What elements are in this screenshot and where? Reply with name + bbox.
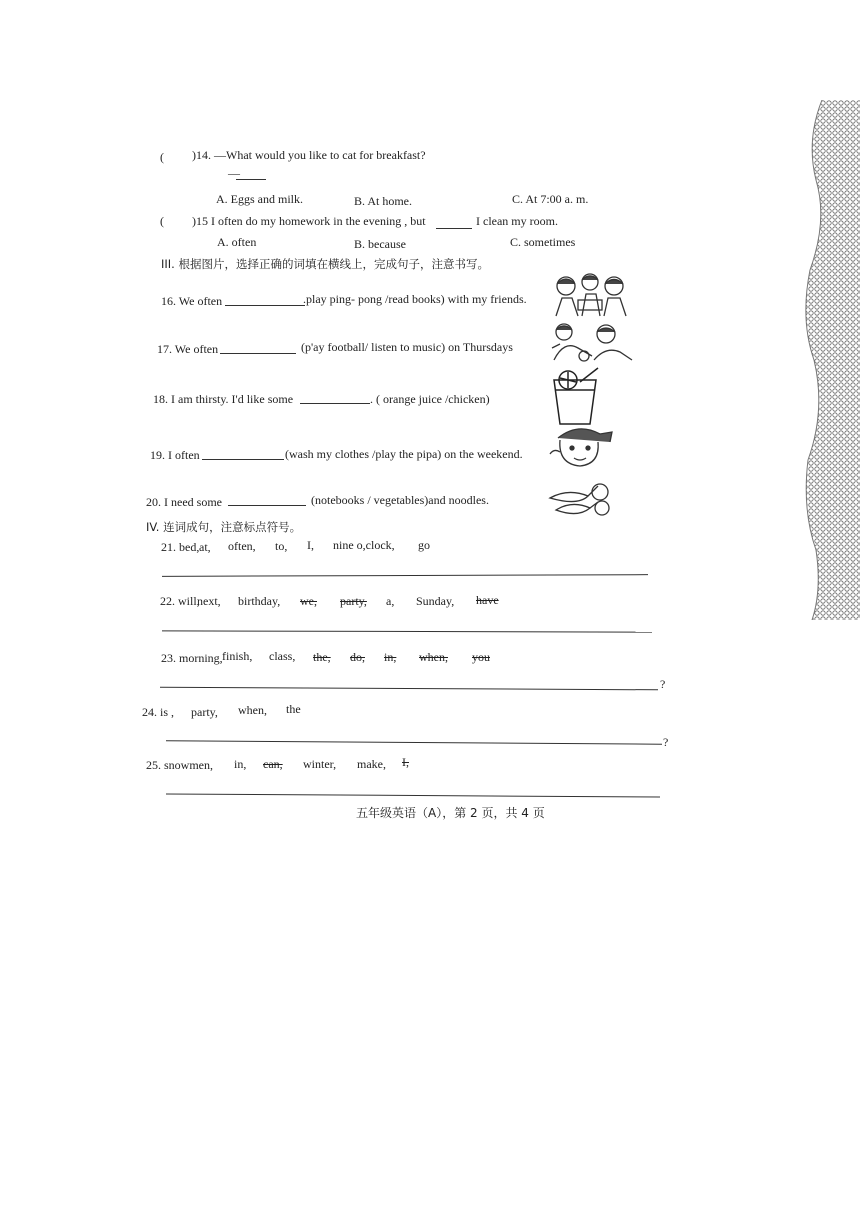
q14-option-b: B. At home. bbox=[354, 194, 413, 208]
q24-answer-line bbox=[166, 740, 662, 744]
q15-option-b: B. because bbox=[354, 237, 406, 251]
q23-word: do, bbox=[350, 650, 365, 664]
q20-blank bbox=[228, 505, 306, 506]
q23-number: 23. morning, bbox=[161, 651, 223, 665]
q25-number: 25. snowmen, bbox=[146, 758, 213, 772]
q23-word: when, bbox=[419, 650, 448, 664]
q21-word: to, bbox=[275, 539, 288, 553]
q17-text: 17. We often bbox=[157, 342, 219, 356]
q21-word: go bbox=[418, 538, 430, 552]
q24-word: party, bbox=[191, 705, 218, 719]
q25-word: in, bbox=[234, 757, 247, 771]
q20-choices: (notebooks / vegetables)and noodles. bbox=[311, 493, 489, 507]
q15-stem-a: )15 I often do my homework in the evening , but bbox=[192, 214, 426, 228]
q24-question-mark: ? bbox=[663, 735, 669, 749]
q14-paren: ( bbox=[160, 150, 164, 164]
kids-reading-picture bbox=[548, 272, 638, 320]
q24-number: 24. is , bbox=[142, 705, 175, 719]
q14-option-a: A. Eggs and milk. bbox=[216, 192, 303, 206]
q16-blank bbox=[225, 305, 305, 306]
q20-text: 20. I need some bbox=[146, 495, 222, 509]
q23-answer-line bbox=[160, 687, 658, 691]
q15-paren: ( bbox=[160, 214, 164, 228]
q22-answer-line bbox=[162, 630, 652, 632]
q23-question-mark: ? bbox=[660, 677, 666, 691]
section-4-heading: IV. 连词成句，注意标点符号。 bbox=[146, 520, 302, 534]
q22-word: next, bbox=[197, 594, 221, 608]
q19-choices: (wash my clothes /play the pipa) on the weekend. bbox=[285, 447, 523, 461]
q14-answer-blank bbox=[236, 179, 266, 180]
q22-number: 22. will, bbox=[160, 594, 200, 608]
q15-stem-b: I clean my room. bbox=[476, 214, 558, 228]
q17-choices: (p'ay football/ listen to music) on Thursdays bbox=[301, 340, 513, 354]
vegetables-picture bbox=[548, 478, 612, 524]
q15-option-c: C. sometimes bbox=[510, 235, 576, 249]
q19-blank bbox=[202, 459, 284, 460]
q25-word: winter, bbox=[303, 757, 337, 771]
q23-word: finish, bbox=[222, 649, 253, 663]
q25-word: I, bbox=[402, 755, 409, 769]
page-footer: 五年级英语（A），第 2 页，共 4 页 bbox=[356, 806, 545, 820]
q15-answer-blank bbox=[436, 228, 472, 229]
q22-word: we, bbox=[300, 594, 317, 608]
washing-face-picture bbox=[548, 424, 618, 470]
q21-word: often, bbox=[228, 539, 256, 553]
q23-word: you bbox=[472, 650, 490, 664]
q14-option-c: C. At 7:00 a. m. bbox=[512, 192, 589, 206]
q23-word: the, bbox=[313, 650, 331, 664]
q18-blank bbox=[300, 403, 370, 404]
q21-word: I, bbox=[307, 538, 314, 552]
q21-number: 21. bed, bbox=[161, 540, 200, 554]
q25-answer-line bbox=[166, 793, 660, 797]
q23-word: in, bbox=[384, 650, 397, 664]
q14-dash: — bbox=[228, 166, 240, 180]
q25-word: can, bbox=[263, 757, 283, 771]
q22-word: have bbox=[476, 593, 499, 607]
orange-juice-glass-picture bbox=[548, 366, 606, 426]
q19-text: 19. I often bbox=[150, 448, 200, 462]
kids-playing-picture bbox=[548, 320, 638, 364]
q22-word: a, bbox=[386, 594, 395, 608]
section-3-heading: III. 根据图片，选择正确的词填在横线上，完成句子，注意书写。 bbox=[161, 257, 489, 271]
q22-word: birthday, bbox=[238, 594, 281, 608]
q24-word: when, bbox=[238, 703, 267, 717]
q18-choices: . ( orange juice /chicken) bbox=[370, 392, 490, 406]
q15-option-a: A. often bbox=[217, 235, 257, 249]
scan-edge-pattern bbox=[802, 100, 860, 620]
q22-word: party, bbox=[340, 594, 367, 608]
q14-stem: )14. —What would you like to cat for breakfast? bbox=[192, 148, 426, 162]
q21-word: nine o,clock, bbox=[333, 538, 395, 552]
q17-blank bbox=[220, 353, 296, 354]
q21-word: at, bbox=[199, 540, 211, 554]
q18-text: 18. I am thirsty. I'd like some bbox=[153, 392, 294, 406]
q25-word: make, bbox=[357, 757, 386, 771]
q21-answer-line bbox=[162, 574, 648, 577]
q16-choices: .play ping- pong /read books) with my friends. bbox=[303, 292, 527, 306]
q24-word: the bbox=[286, 702, 301, 716]
q22-word: Sunday, bbox=[416, 594, 455, 608]
q16-text: 16. We often bbox=[161, 294, 223, 308]
q23-word: class, bbox=[269, 649, 296, 663]
